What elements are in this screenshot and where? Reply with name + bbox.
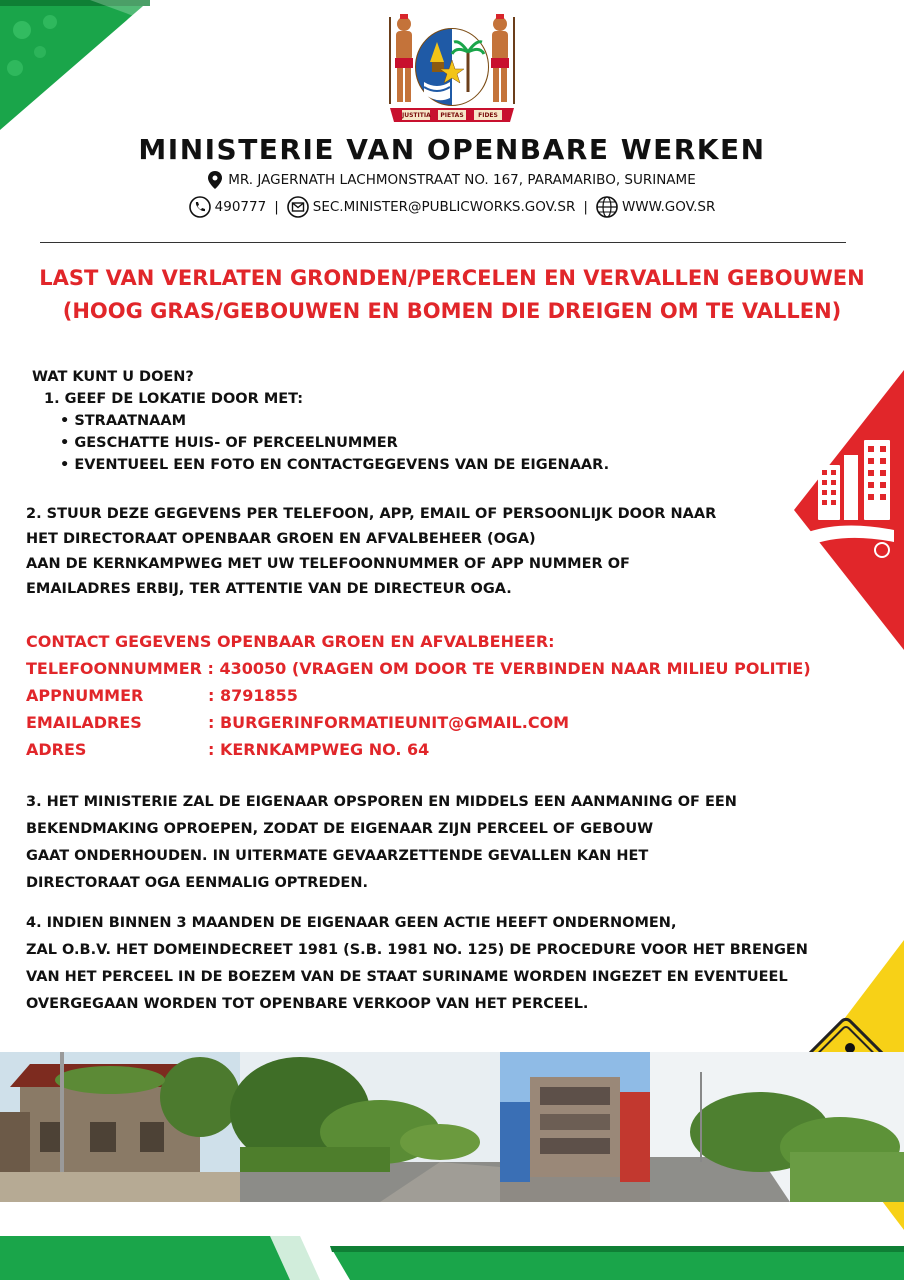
paragraph-line: BEKENDMAKING OPROEPEN, ZODAT DE EIGENAAR ZIJN PERCEEL OF GEBOUW <box>26 821 654 837</box>
paragraph-line: ZAL O.B.V. HET DOMEINDECREET 1981 (S.B. 1981 NO. 125) DE PROCEDURE VOOR HET BRENGEN <box>26 942 808 958</box>
section-4 <box>26 910 808 1018</box>
website-link[interactable]: WWW.GOV.SR <box>621 199 716 215</box>
contact-row <box>26 682 811 709</box>
photo-strip <box>0 1052 904 1202</box>
headline <box>0 262 904 328</box>
paragraph-line: 4. INDIEN BINNEN 3 MAANDEN DE EIGENAAR GEEN ACTIE HEEFT ONDERNOMEN, <box>26 915 677 931</box>
contact-row <box>26 709 811 736</box>
contact-value: : KERNKAMPWEG NO. 64 <box>208 740 430 759</box>
location-pin-icon <box>208 171 222 189</box>
bullet-item: • STRAATNAAM <box>60 413 187 429</box>
paragraph-line: VAN HET PERCEEL IN DE BOEZEM VAN DE STAAT SURINAME WORDEN INGEZET EN EVENTUEEL <box>26 969 788 985</box>
abandoned-house-photo <box>0 1052 240 1202</box>
section-3 <box>26 789 737 897</box>
paragraph-line: 3. HET MINISTERIE ZAL DE EIGENAAR OPSPOREN EN MIDDELS EEN AANMANING OF EEN <box>26 794 737 810</box>
motto-word: JUSTITIA <box>402 112 431 119</box>
contact-phone-line[interactable]: TELEFOONNUMMER : 430050 (VRAGEN OM DOOR TE VERBINDEN NAAR MILIEU POLITIE) <box>26 659 811 678</box>
coat-of-arms <box>382 12 522 127</box>
headline-line: LAST VAN VERLATEN GRONDEN/PERCELEN EN VERVALLEN GEBOUWEN <box>39 266 865 290</box>
globe-icon <box>596 196 618 218</box>
address-text: MR. JAGERNATH LACHMONSTRAAT NO. 167, PARAMARIBO, SURINAME <box>228 172 696 188</box>
motto-word: FIDES <box>478 112 498 119</box>
bottom-decorative-bar <box>0 1236 904 1280</box>
suriname-coat-of-arms-icon <box>382 12 522 127</box>
contact-label: APPNUMMER <box>26 686 144 705</box>
phone-number[interactable]: 490777 <box>214 199 267 215</box>
section-what-to-do <box>32 366 609 476</box>
contact-label: EMAILADRES <box>26 713 142 732</box>
contact-title: CONTACT GEGEVENS OPENBAAR GROEN EN AFVALBEHEER: <box>26 632 555 651</box>
step-1: 1. GEEF DE LOKATIE DOOR MET: <box>44 391 304 407</box>
paragraph-line: EMAILADRES ERBIJ, TER ATTENTIE VAN DE DIRECTEUR OGA. <box>26 581 512 597</box>
contact-value[interactable]: : 8791855 <box>208 686 298 705</box>
bullet-item: • EVENTUEEL EEN FOTO EN CONTACTGEGEVENS VAN DE EIGENAAR. <box>60 457 610 473</box>
contact-line <box>0 196 904 218</box>
paragraph-line: HET DIRECTORAAT OPENBAAR GROEN EN AFVALBEHEER (OGA) <box>26 531 536 547</box>
dilapidated-building-photo <box>500 1052 650 1202</box>
contact-section <box>26 628 811 763</box>
motto-word: PIETAS <box>440 112 464 119</box>
overgrown-road-photo <box>230 1052 500 1202</box>
paragraph-line: DIRECTORAAT OGA EENMALIG OPTREDEN. <box>26 875 368 891</box>
header-divider <box>40 242 846 243</box>
email-address[interactable]: SEC.MINISTER@PUBLICWORKS.GOV.SR <box>312 199 576 215</box>
contact-label: ADRES <box>26 740 87 759</box>
ministry-title: MINISTERIE VAN OPENBARE WERKEN <box>138 133 766 166</box>
headline-line: (HOOG GRAS/GEBOUWEN EN BOMEN DIE DREIGEN OM TE VALLEN) <box>62 299 842 323</box>
section-2 <box>26 502 716 602</box>
bullet-item: • GESCHATTE HUIS- OF PERCEELNUMMER <box>60 435 398 451</box>
overgrown-street-photo <box>650 1052 904 1202</box>
section-title: WAT KUNT U DOEN? <box>32 369 194 385</box>
separator: | <box>274 199 279 215</box>
paragraph-line: AAN DE KERNKAMPWEG MET UW TELEFOONNUMMER OF APP NUMMER OF <box>26 556 630 572</box>
paragraph-line: GAAT ONDERHOUDEN. IN UITERMATE GEVAARZETTENDE GEVALLEN KAN HET <box>26 848 649 864</box>
paragraph-line: OVERGEGAAN WORDEN TOT OPENBARE VERKOOP VAN HET PERCEEL. <box>26 996 589 1012</box>
green-corner-decoration <box>0 0 150 130</box>
contact-value[interactable]: : BURGERINFORMATIEUNIT@GMAIL.COM <box>208 713 570 732</box>
separator: | <box>583 199 588 215</box>
phone-icon <box>189 196 211 218</box>
address-line <box>0 171 904 189</box>
red-triangle-decoration <box>794 370 904 650</box>
email-icon <box>287 196 309 218</box>
paragraph-line: 2. STUUR DEZE GEGEVENS PER TELEFOON, APP, EMAIL OF PERSOONLIJK DOOR NAAR <box>26 506 717 522</box>
contact-row <box>26 736 811 763</box>
